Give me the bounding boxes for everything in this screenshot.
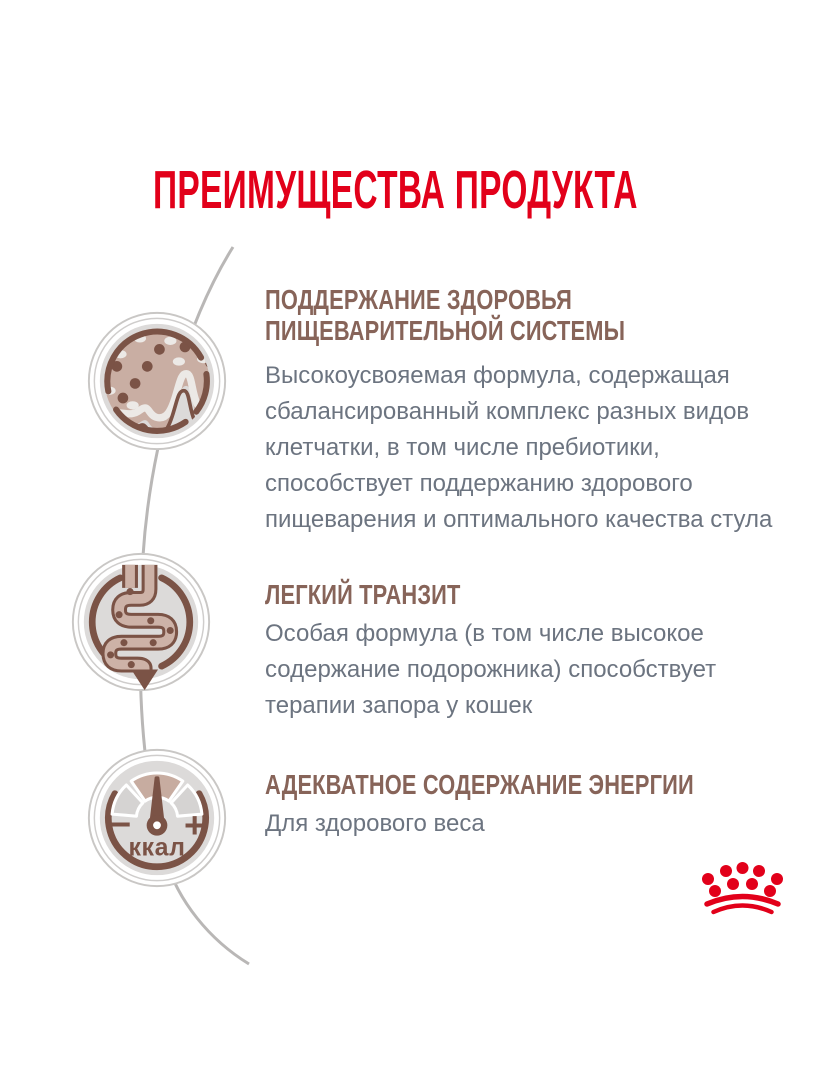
benefit-body-easy-transit: Особая формула (в том числе высокое содержание подорожника) способствует терапии запора у кошек [265,620,717,719]
gauge-minus-symbol: − [109,803,132,845]
digestive-system-icon [84,308,230,454]
gauge-plus-symbol: + [184,804,206,846]
benefit-heading-digestive-health: ПОДДЕРЖАНИЕ ЗДОРОВЬЯ ПИЩЕВАРИТЕЛЬНОЙ СИСТЕМЫ [265,284,626,346]
calorie-gauge-icon [84,745,230,891]
benefit-heading-easy-transit: ЛЕГКИЙ ТРАНЗИТ [265,579,461,610]
benefit-body-digestive-health: Высокоусвояемая формула, содержащая сбалансированный комплекс разных видов клетчатки, в том числе пребиотики, способствует поддержанию здорового пищеварения и оптимального качества стула [265,362,773,533]
royal-canin-crown-logo [697,860,788,917]
benefit-body-adequate-energy: Для здорового веса [265,810,485,837]
crown-dots [702,862,783,897]
benefit-heading-adequate-energy: АДЕКВАТНОЕ СОДЕРЖАНИЕ ЭНЕРГИИ [265,769,694,800]
crown-arcs [707,897,778,913]
intestinal-transit-icon [68,549,214,695]
gauge-kcal-label: ккал [128,833,186,862]
page-title: ПРЕИМУЩЕСТВА ПРОДУКТА [153,160,638,220]
